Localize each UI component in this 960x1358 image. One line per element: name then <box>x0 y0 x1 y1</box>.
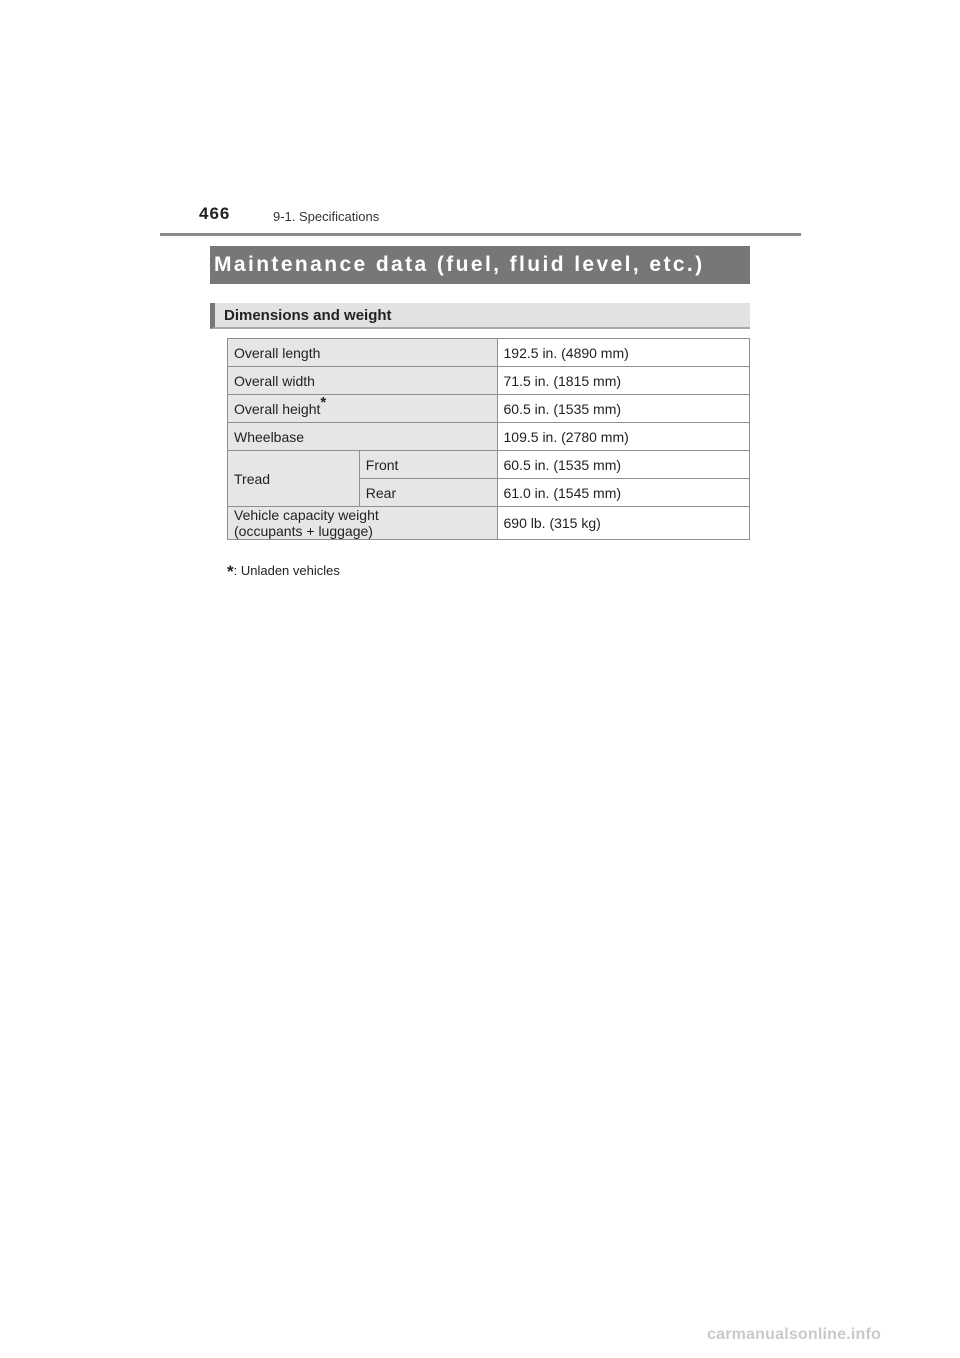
table-row <box>228 339 750 367</box>
wheelbase-value: 109.5 in. (2780 mm) <box>497 423 749 451</box>
table-row <box>228 367 750 395</box>
table-row <box>228 423 750 451</box>
tread-front-label: Front <box>359 451 497 479</box>
main-heading-text: Maintenance data (fuel, fluid level, etc.) <box>214 253 705 276</box>
capacity-label <box>228 507 498 540</box>
header-divider <box>160 233 801 236</box>
footnote-text: : Unladen vehicles <box>233 563 340 578</box>
overall-height-label: Overall height <box>234 400 321 417</box>
overall-length-value: 192.5 in. (4890 mm) <box>497 339 749 367</box>
footnote <box>227 562 340 582</box>
capacity-label-line1: Vehicle capacity weight <box>234 507 379 523</box>
wheelbase-label: Wheelbase <box>228 423 498 451</box>
tread-rear-value: 61.0 in. (1545 mm) <box>497 479 749 507</box>
table-row <box>228 395 750 423</box>
sub-heading-text: Dimensions and weight <box>224 306 392 324</box>
page-number: 466 <box>199 204 231 223</box>
capacity-value: 690 lb. (315 kg) <box>497 507 749 540</box>
overall-height-value: 60.5 in. (1535 mm) <box>497 395 749 423</box>
footnote-marker: * <box>320 393 327 411</box>
watermark: carmanualsonline.info <box>707 1326 882 1343</box>
table-row <box>228 507 750 540</box>
overall-width-value: 71.5 in. (1815 mm) <box>497 367 749 395</box>
footnote-asterisk: * <box>227 562 234 581</box>
tread-rear-label: Rear <box>359 479 497 507</box>
capacity-label-line2: (occupants + luggage) <box>234 523 373 539</box>
sub-heading <box>210 303 750 329</box>
overall-width-label: Overall width <box>228 367 498 395</box>
overall-height-cell <box>228 395 498 423</box>
section-label: 9-1. Specifications <box>273 209 380 224</box>
table-row <box>228 451 750 479</box>
tread-front-value: 60.5 in. (1535 mm) <box>497 451 749 479</box>
dimensions-table <box>227 338 750 540</box>
tread-label: Tread <box>228 451 360 507</box>
main-heading <box>210 246 750 284</box>
overall-length-label: Overall length <box>228 339 498 367</box>
